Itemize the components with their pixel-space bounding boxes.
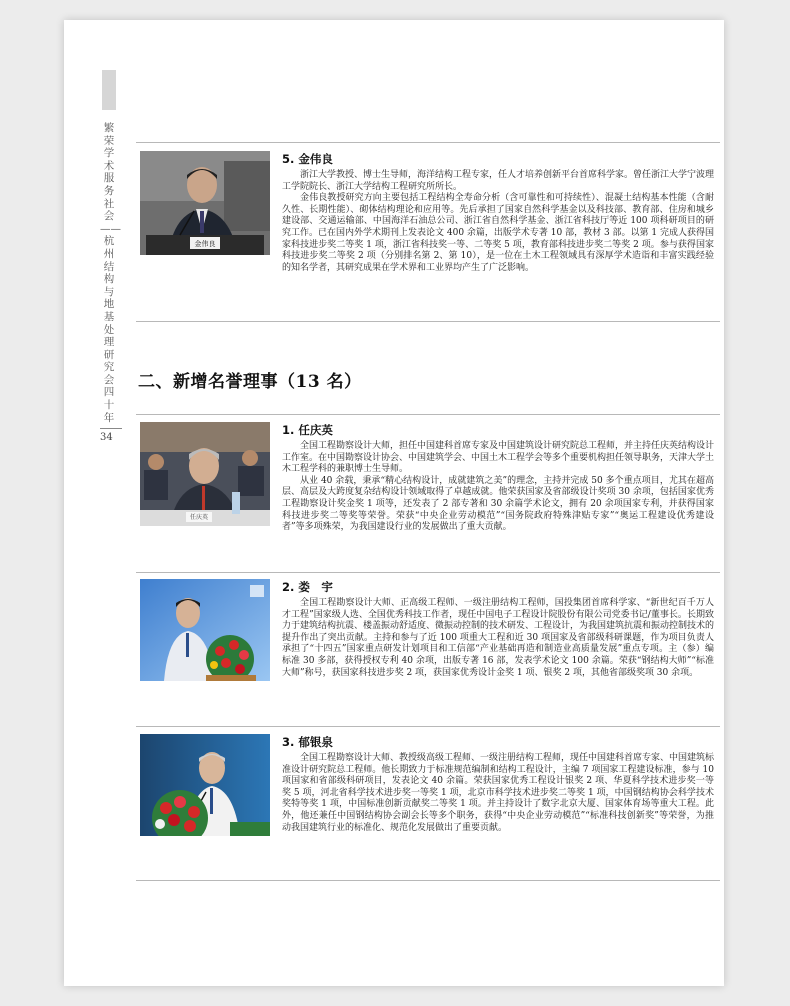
profile-name: 1. 任庆英 (282, 423, 333, 437)
profile-name: 2. 娄 宇 (282, 580, 333, 594)
portrait-photo (140, 579, 270, 681)
nameplate-label: 任庆英 (189, 514, 209, 521)
section-heading: 二、新增名誉理事（13 名） (138, 372, 362, 392)
profile-text (282, 422, 714, 534)
profile-entry (136, 579, 720, 727)
portrait-photo (140, 151, 270, 255)
side-decoration-block (102, 70, 116, 110)
profile-text (282, 151, 714, 274)
portrait-photo (140, 734, 270, 836)
divider-line (136, 321, 720, 322)
profile-paragraph: 浙江大学教授、博士生导师，海洋结构工程专家，任人才培养创新平台首席科学家。曾任浙江大学宁波理工学院院长、浙江大学结构工程研究所所长。 (282, 170, 715, 192)
book-page (64, 20, 724, 986)
profile-paragraph: 金伟良教授研究方向主要包括工程结构全寿命分析（含可靠性和可持续性）、混凝土结构基本性能（含耐久性、长期性能）、砌体结构理论和应用等。先后承担了国家自然科学基金以及科技部、教育部、住房和城乡建设部、交通运输部、中国海洋石油总公司、浙江省自然科学基金、浙江省科技厅等近 100 项科研项目的研究工作。已在国内外学术期刊上发表论文 400 余篇，出版学术专著 10 部，教材 3 部。以第 1 完成人获得国家科技进步奖二等奖 1 项，浙江省科技奖一等、二等奖 5 项，教育部科技进步奖二等奖 2 项。参与获得国家科技进步奖二等奖 2 项（分别排名第 2、第 10），是一位在土木工程领域具有深厚学术造诣和丰富实践经验的知名学者，其研究成果在学术界和工业界均产生了广泛影响。 (282, 193, 714, 273)
side-divider (100, 428, 122, 429)
divider-line (136, 414, 720, 415)
divider-line (136, 880, 720, 881)
profile-entry (136, 422, 720, 570)
portrait-photo (140, 422, 270, 526)
divider-line (136, 572, 720, 573)
profile-name: 3. 郁银泉 (282, 735, 333, 749)
profile-text (282, 734, 714, 834)
divider-line (136, 726, 720, 727)
profile-paragraph: 全国工程勘察设计大师、正高级工程师、一级注册结构工程师，国投集团首席科学家、“新世纪百千万人才工程”国家级人选、全国优秀科技工作者，现任中国电子工程设计院股份有限公司党委书记/董事长。长期致力于建筑结构抗震、楼盖振动舒适度、微振动控制的技术研发、工程设计，为我国建筑抗震和振动控制技术的提升作出了突出贡献。主持和参与了近 100 项重大工程和近 30 项国家及省部级科研课题，作为项目负责人承担了“十四五”国家重点研发计划项目和工信部“产业基础再造和制造业高质量发展”重点专项。主（参）编标准 30 多部，获得授权专利 40 余项，出版专著 16 部，发表学术论文 100 余篇。荣获“钢结构大师”“标准大师”称号，获国家科技进步奖 2 项，获国家优秀设计金奖 1 项、银奖 2 项，其他省部级奖项 30 余项。 (282, 598, 715, 678)
running-header: 繁荣学术 服务社会 —— 杭州结构与地基处理研究会四十年 (100, 122, 121, 424)
page-number: 34 (100, 432, 113, 443)
profile-entry (136, 151, 720, 321)
nameplate-label: 金伟良 (194, 240, 216, 248)
profile-entry (136, 734, 720, 882)
divider-line (136, 142, 720, 143)
profile-paragraph: 从业 40 余载，秉承“精心结构设计，成就建筑之美”的理念，主持并完成 50 多个重点项目，尤其在超高层、高层及大跨度复杂结构设计领域取得了卓越成就。他荣获国家及省部级设计奖项 30 余项，包括国家优秀工程勘察设计奖金奖 1 项等，还发表了 2 部专著和 30 余篇学术论文，拥有 20 余项国家专利，并获得国家科技进步奖二等奖等荣誉。荣获“中央企业劳动模范”“国务院政府特殊津贴专家”“奥运工程建设优秀建设者”等多项殊荣，为我国建设行业的发展做出了重大贡献。 (282, 475, 714, 533)
profile-text (282, 579, 714, 679)
profile-paragraph: 全国工程勘察设计大师、教授级高级工程师、一级注册结构工程师，现任中国建科首席专家、中国建筑标准设计研究院总工程师。他长期致力于标准规范编制和结构工程设计，主编 7 项国家工程建设标准，参与 10 项国家和省部级科研项目，发表论文 40 余篇。荣获国家优秀工程设计银奖 2 项、华夏科学技术进步奖一等奖 5 项，河北省科学技术进步奖一等奖 1 项，北京市科学技术进步奖二等奖 1 项，中国钢结构协会科学技术奖特等奖 1 项，中国标准创新贡献奖二等奖 1 项。并主持设计了数字北京大厦、国家体育场等重大工程。此外，他还兼任中国钢结构协会副会长等多个职务，获得“中央企业劳动模范”“标准科技创新奖”等荣誉，为推动我国建筑行业的标准化、规范化发展做出了重要贡献。 (282, 753, 715, 833)
profile-name: 5. 金伟良 (282, 152, 333, 166)
profile-paragraph: 全国工程勘察设计大师，担任中国建科首席专家及中国建筑设计研究院总工程师，并主持任庆英结构设计工作室。在中国勘察设计协会、中国建筑学会、中国土木工程学会等多个重要机构担任领导职务，天津大学土木工程学科的兼职博士生导师。 (282, 441, 715, 475)
